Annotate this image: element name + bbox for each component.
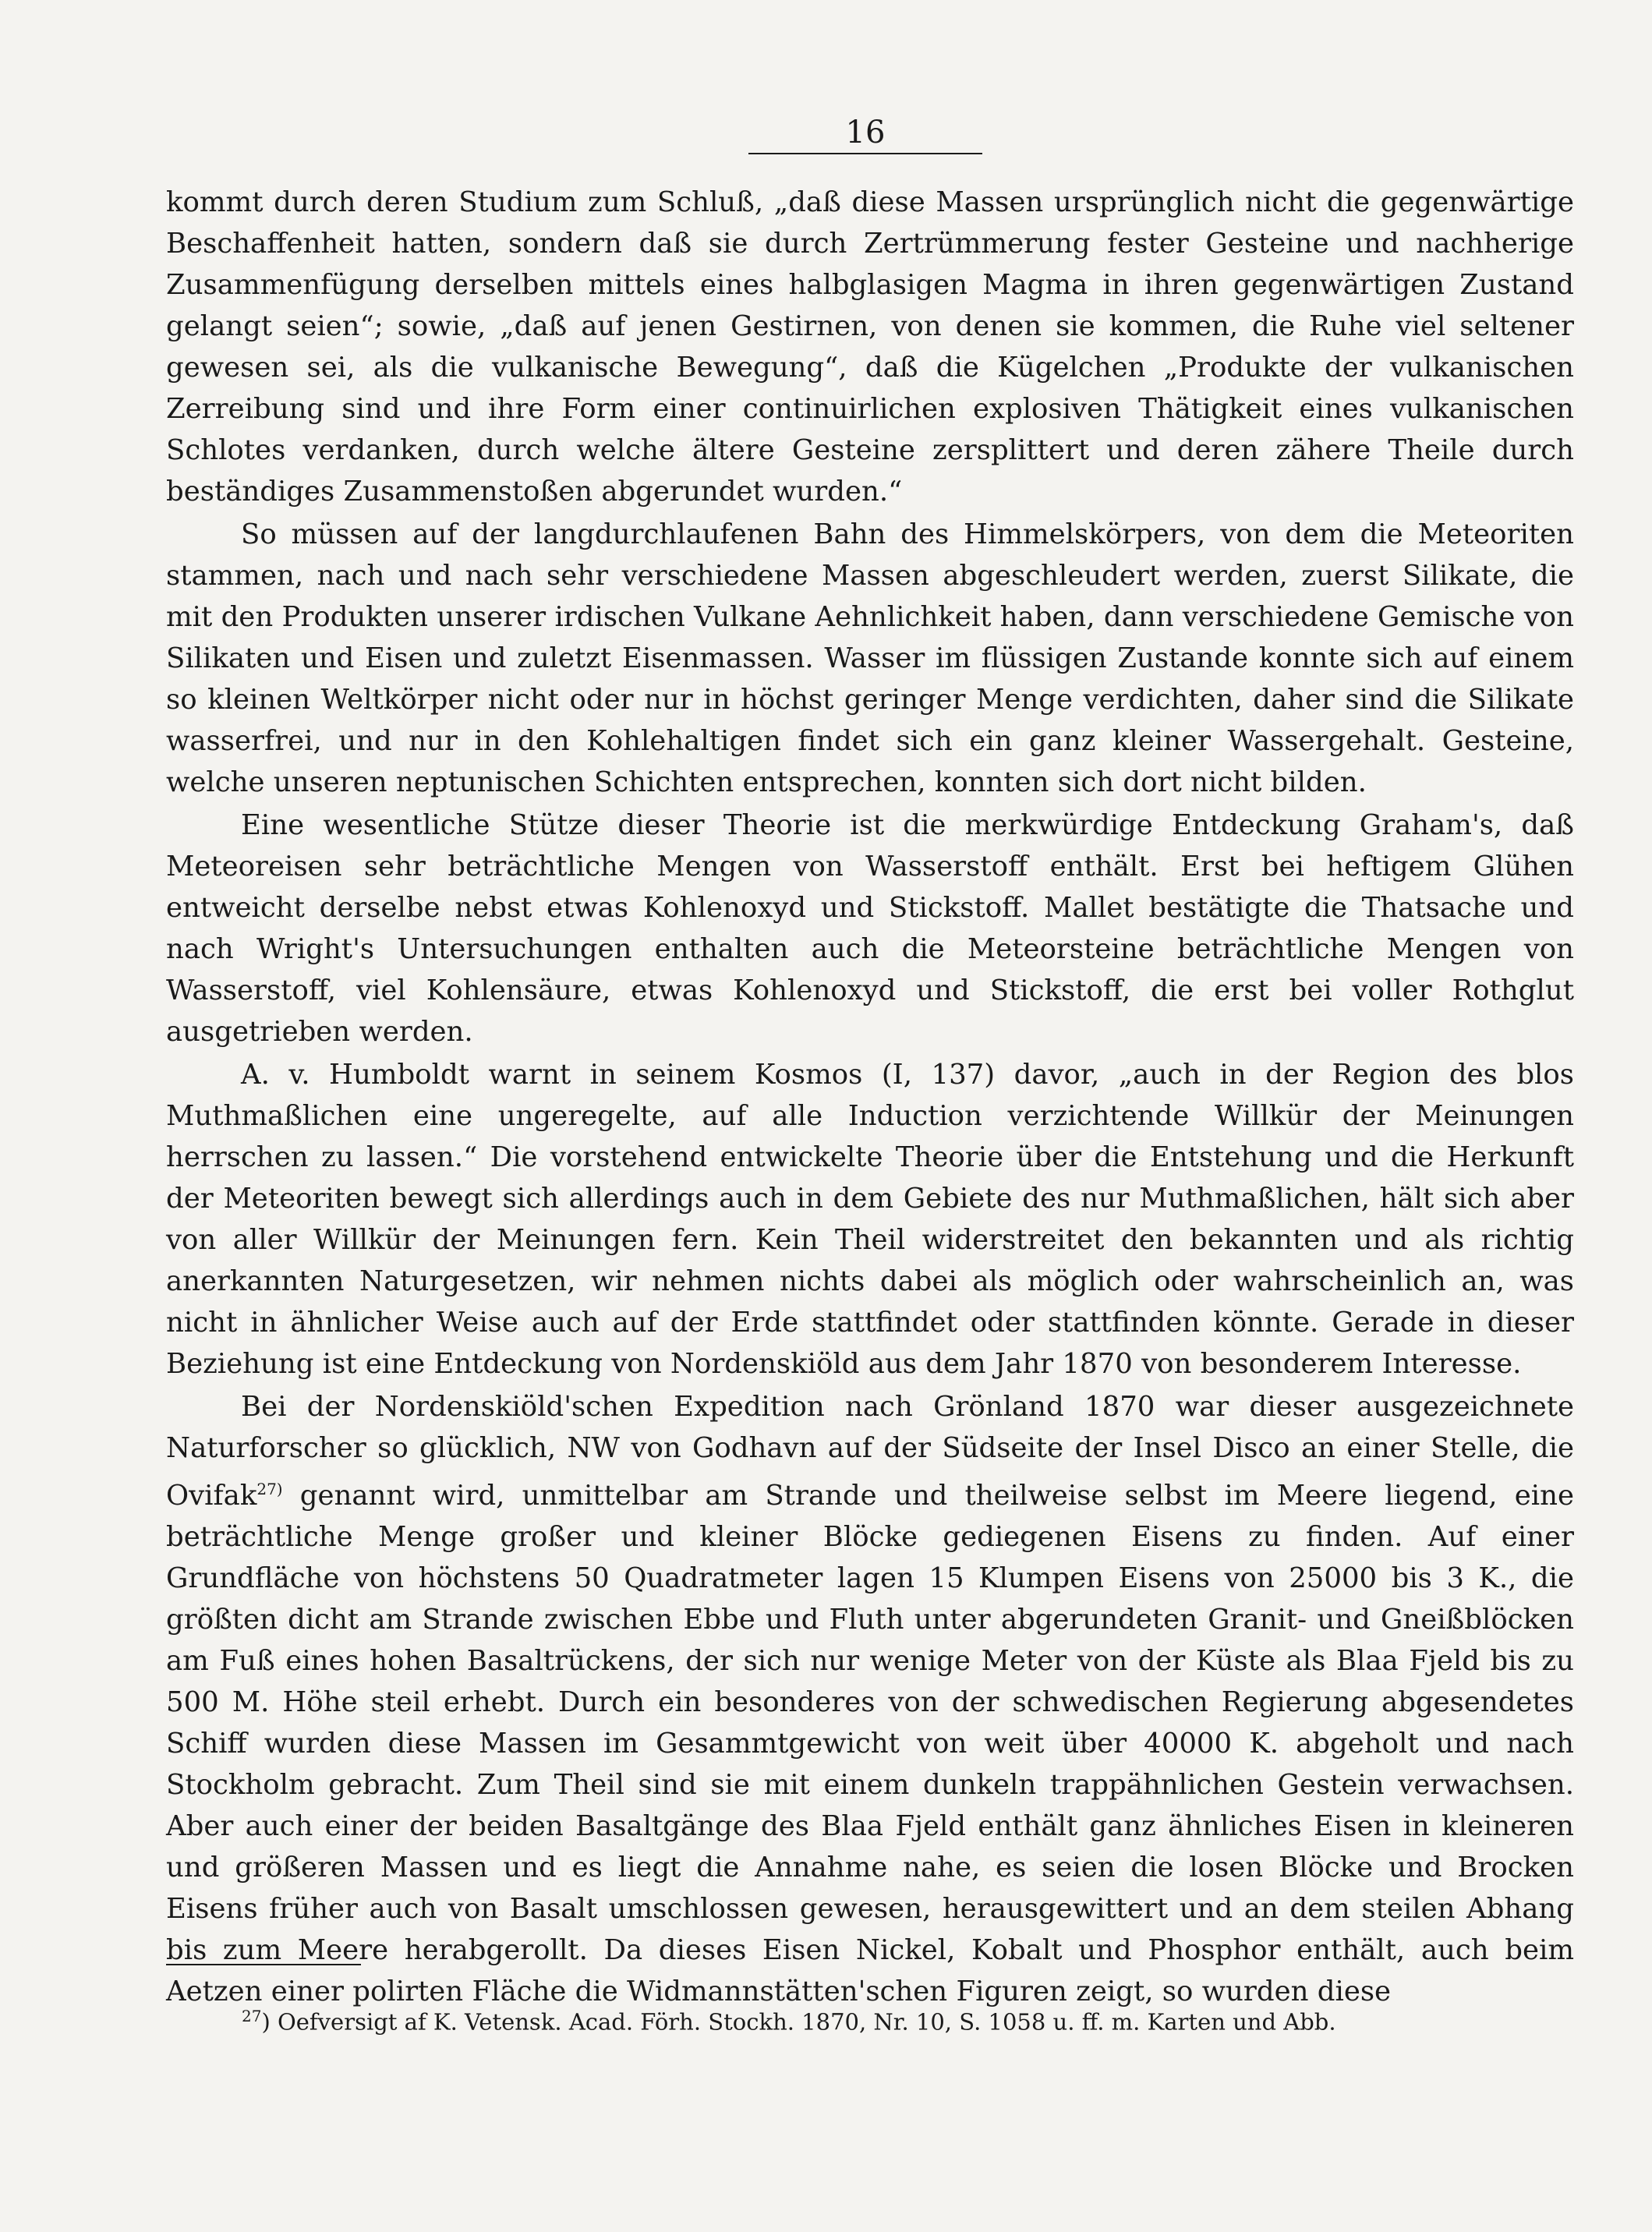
page-number: 16	[845, 115, 886, 150]
footnote	[242, 2000, 1567, 2038]
paragraph-3: Eine wesentliche Stütze dieser Theorie ist die merkwürdige Entdeckung Graham's, daß Meteoreisen sehr beträchtliche Mengen von Wasserstoff enthält. Erst bei heftigem Glühen entweicht derselbe nebst etwas Kohlenoxyd und Stickstoff. Mallet bestätigte die Thatsache und nach Wright's Untersuchungen enthalten auch die Meteorsteine beträchtliche Mengen von Wasserstoff, viel Kohlensäure, etwas Kohlenoxyd und Stickstoff, die erst bei voller Rothglut ausgetrieben werden.	[166, 809, 1574, 1048]
footnote-mark: 27	[242, 2007, 262, 2025]
paragraph-5	[166, 1386, 1574, 2012]
paragraph-5-text-after: genannt wird, unmittelbar am Strande und theilweise selbst im Meere liegend, eine beträchtliche Menge großer und kleiner Blöcke gediegenen Eisens zu finden. Auf einer Grundfläche von höchstens 50 Quadratmeter lagen 15 Klumpen Eisens von 25000 bis 3 K., die größten dicht am Strande zwischen Ebbe und Fluth unter abgerundeten Granit- und Gneißblöcken am Fuß eines hohen Basaltrückens, der sich nur wenige Meter von der Küste als Blaa Fjeld bis zu 500 M. Höhe steil erhebt. Durch ein besonderes von der schwedischen Regierung abgesendetes Schiff wurden diese Massen im Gesammtgewicht von weit über 40000 K. abgeholt und nach Stockholm gebracht. Zum Theil sind sie mit einem dunkeln trappähnlichen Gestein verwachsen. Aber auch einer der beiden Basaltgänge des Blaa Fjeld enthält ganz ähnliches Eisen in kleineren und größeren Massen und es liegt die Annahme nahe, es seien die losen Blöcke und Brocken Eisens früher auch von Basalt umschlossen gewesen, herausgewittert und an dem steilen Abhang bis zum Meere herabgerollt. Da dieses Eisen Nickel, Kobalt und Phosphor enthält, auch beim Aetzen einer polirten Fläche die Widmannstätten'schen Figuren zeigt, so wurden diese	[166, 1479, 1574, 2007]
footnote-rule	[166, 1964, 361, 1965]
header-rule	[748, 153, 982, 154]
paragraph-2: So müssen auf der langdurchlaufenen Bahn des Himmelskörpers, von dem die Meteoriten stammen, nach und nach sehr verschiedene Massen abgeschleudert werden, zuerst Silikate, die mit den Produkten unserer irdischen Vulkane Aehnlichkeit haben, dann verschiedene Gemische von Silikaten und Eisen und zuletzt Eisenmassen. Wasser im flüssigen Zustande konnte sich auf einem so kleinen Weltkörper nicht oder nur in höchst geringer Menge verdichten, daher sind die Silikate wasserfrei, und nur in den Kohlehaltigen findet sich ein ganz kleiner Wassergehalt. Gesteine, welche unseren neptunischen Schichten entsprechen, konnten sich dort nicht bilden.	[166, 518, 1574, 798]
paragraph-5-text-before: Bei der Nordenskiöld'schen Expedition nach Grönland 1870 war dieser ausgezeichnete Naturforscher so glücklich, NW von Godhavn auf der Südseite der Insel Disco an einer Stelle, die Ovifak	[166, 1391, 1574, 1512]
footnote-text: ) Oefversigt af K. Vetensk. Acad. Förh. Stockh. 1870, Nr. 10, S. 1058 u. ff. m. Karten und Abb.	[261, 2008, 1336, 2036]
body-text	[166, 182, 1574, 2014]
paragraph-4: A. v. Humboldt warnt in seinem Kosmos (I, 137) davor, „auch in der Region des blos Muthmaßlichen eine ungeregelte, auf alle Induction verzichtende Willkür der Meinungen herrschen zu lassen.“ Die vorstehend entwickelte Theorie über die Entstehung und die Herkunft der Meteoriten bewegt sich allerdings auch in dem Gebiete des nur Muthmaßlichen, hält sich aber von aller Willkür der Meinungen fern. Kein Theil widerstreitet den bekannten und als richtig anerkannten Naturgesetzen, wir nehmen nichts dabei als möglich oder wahrscheinlich an, was nicht in ähnlicher Weise auch auf der Erde stattfindet oder stattfinden könnte. Gerade in dieser Beziehung ist eine Entdeckung von Nordenskiöld aus dem Jahr 1870 von besonderem Interesse.	[166, 1059, 1574, 1380]
footnote-reference[interactable]: 27)	[256, 1480, 283, 1498]
paragraph-1: kommt durch deren Studium zum Schluß, „daß diese Massen ursprünglich nicht die gegenwärtige Beschaffenheit hatten, sondern daß sie durch Zertrümmerung fester Gesteine und nachherige Zusammenfügung derselben mittels eines halbglasigen Magma in ihren gegenwärtigen Zustand gelangt seien“; sowie, „daß auf jenen Gestirnen, von denen sie kommen, die Ruhe viel seltener gewesen sei, als die vulkanische Bewegung“, daß die Kügelchen „Produkte der vulkanischen Zerreibung sind und ihre Form einer continuirlichen explosiven Thätigkeit eines vulkanischen Schlotes verdanken, durch welche ältere Gesteine zersplittert und deren zähere Theile durch beständiges Zusammenstoßen abgerundet wurden.“	[166, 186, 1574, 508]
